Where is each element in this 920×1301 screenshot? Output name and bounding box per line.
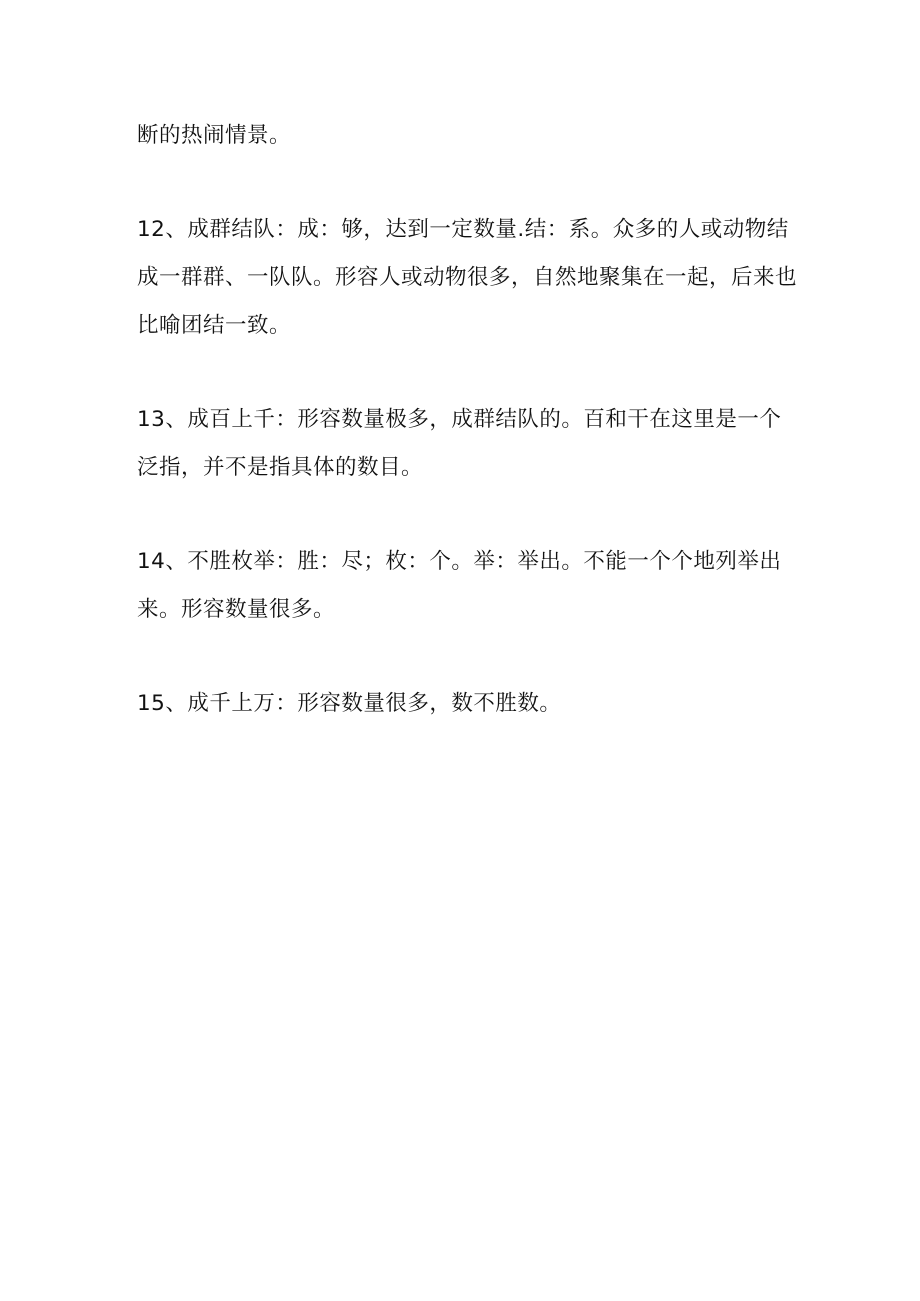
paragraph-item-12: 12、成群结队：成：够，达到一定数量.结：系。众多的人或动物结成一群群、一队队。形容人或动物很多，自然地聚集在一起，后来也比喻团结一致。 bbox=[137, 217, 798, 338]
paragraph-continuation: 断的热闹情景。 bbox=[137, 123, 292, 148]
paragraph-item-13: 13、成百上千：形容数量极多，成群结队的。百和干在这里是一个泛指，并不是指具体的数目。 bbox=[137, 407, 782, 480]
paragraph-item-15: 15、成千上万：形容数量很多，数不胜数。 bbox=[137, 691, 562, 716]
document-page bbox=[137, 112, 797, 728]
paragraph-item-14: 14、不胜枚举：胜：尽；枚：个。举：举出。不能一个个地列举出来。形容数量很多。 bbox=[137, 549, 782, 622]
